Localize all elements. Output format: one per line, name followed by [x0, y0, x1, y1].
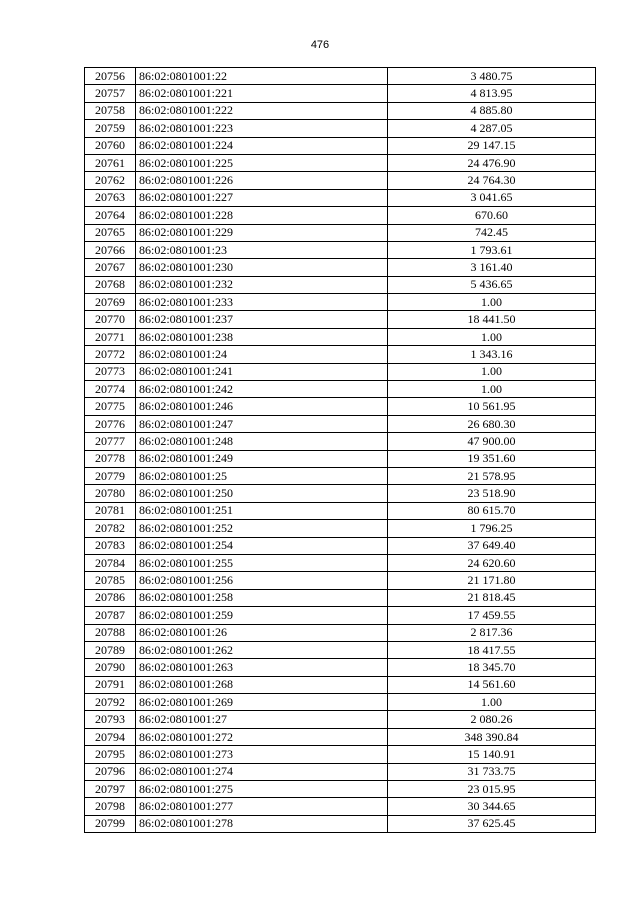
cadastral-number-cell: 86:02:0801001:237 — [136, 311, 388, 328]
cadastral-number-cell: 86:02:0801001:268 — [136, 676, 388, 693]
row-number-cell: 20769 — [85, 294, 136, 311]
cadastral-number-cell: 86:02:0801001:262 — [136, 641, 388, 658]
row-number-cell: 20799 — [85, 815, 136, 832]
cadastral-number-cell: 86:02:0801001:248 — [136, 433, 388, 450]
cadastral-number-cell: 86:02:0801001:252 — [136, 520, 388, 537]
row-number-cell: 20793 — [85, 711, 136, 728]
cadastral-value-cell: 23 015.95 — [388, 781, 596, 798]
table-row — [85, 433, 596, 450]
table-row — [85, 554, 596, 571]
cadastral-value-cell: 2 080.26 — [388, 711, 596, 728]
row-number-cell: 20785 — [85, 572, 136, 589]
row-number-cell: 20763 — [85, 189, 136, 206]
cadastral-value-cell: 670.60 — [388, 207, 596, 224]
cadastral-number-cell: 86:02:0801001:23 — [136, 241, 388, 258]
table-row — [85, 711, 596, 728]
row-number-cell: 20787 — [85, 607, 136, 624]
table-row — [85, 85, 596, 102]
cadastral-number-cell: 86:02:0801001:224 — [136, 137, 388, 154]
cadastral-number-cell: 86:02:0801001:225 — [136, 154, 388, 171]
table-row — [85, 311, 596, 328]
cadastral-value-cell: 1.00 — [388, 294, 596, 311]
row-number-cell: 20794 — [85, 728, 136, 745]
cadastral-value-cell: 5 436.65 — [388, 276, 596, 293]
cadastral-number-cell: 86:02:0801001:273 — [136, 746, 388, 763]
cadastral-value-cell: 15 140.91 — [388, 746, 596, 763]
table-row — [85, 102, 596, 119]
cadastral-number-cell: 86:02:0801001:227 — [136, 189, 388, 206]
table-row — [85, 120, 596, 137]
row-number-cell: 20761 — [85, 154, 136, 171]
cadastral-number-cell: 86:02:0801001:250 — [136, 485, 388, 502]
row-number-cell: 20789 — [85, 641, 136, 658]
row-number-cell: 20776 — [85, 415, 136, 432]
row-number-cell: 20782 — [85, 520, 136, 537]
cadastral-value-cell: 2 817.36 — [388, 624, 596, 641]
table-row — [85, 467, 596, 484]
row-number-cell: 20778 — [85, 450, 136, 467]
row-number-cell: 20784 — [85, 554, 136, 571]
table-row — [85, 815, 596, 832]
table-row — [85, 763, 596, 780]
cadastral-value-cell: 26 680.30 — [388, 415, 596, 432]
cadastral-number-cell: 86:02:0801001:242 — [136, 381, 388, 398]
cadastral-number-cell: 86:02:0801001:22 — [136, 68, 388, 85]
table-row — [85, 189, 596, 206]
row-number-cell: 20759 — [85, 120, 136, 137]
cadastral-value-cell: 17 459.55 — [388, 607, 596, 624]
table-row — [85, 68, 596, 85]
table-row — [85, 624, 596, 641]
cadastral-value-cell: 31 733.75 — [388, 763, 596, 780]
table-row — [85, 294, 596, 311]
row-number-cell: 20771 — [85, 328, 136, 345]
row-number-cell: 20797 — [85, 781, 136, 798]
cadastral-number-cell: 86:02:0801001:256 — [136, 572, 388, 589]
row-number-cell: 20768 — [85, 276, 136, 293]
table-row — [85, 450, 596, 467]
cadastral-number-cell: 86:02:0801001:278 — [136, 815, 388, 832]
table-row — [85, 520, 596, 537]
cadastral-value-cell: 4 885.80 — [388, 102, 596, 119]
row-number-cell: 20792 — [85, 694, 136, 711]
table-row — [85, 328, 596, 345]
row-number-cell: 20764 — [85, 207, 136, 224]
cadastral-value-cell: 24 620.60 — [388, 554, 596, 571]
row-number-cell: 20791 — [85, 676, 136, 693]
cadastral-number-cell: 86:02:0801001:25 — [136, 467, 388, 484]
cadastral-value-cell: 1.00 — [388, 363, 596, 380]
cadastral-value-cell: 37 649.40 — [388, 537, 596, 554]
cadastral-value-cell: 10 561.95 — [388, 398, 596, 415]
table-row — [85, 137, 596, 154]
cadastral-number-cell: 86:02:0801001:221 — [136, 85, 388, 102]
cadastral-number-cell: 86:02:0801001:247 — [136, 415, 388, 432]
cadastral-value-cell: 4 287.05 — [388, 120, 596, 137]
row-number-cell: 20783 — [85, 537, 136, 554]
cadastral-value-cell: 3 161.40 — [388, 259, 596, 276]
row-number-cell: 20774 — [85, 381, 136, 398]
cadastral-value-cell: 24 764.30 — [388, 172, 596, 189]
cadastral-value-cell: 3 480.75 — [388, 68, 596, 85]
table-row — [85, 224, 596, 241]
table-row — [85, 241, 596, 258]
table-row — [85, 276, 596, 293]
table-body — [85, 68, 596, 833]
row-number-cell: 20795 — [85, 746, 136, 763]
table-row — [85, 572, 596, 589]
cadastral-number-cell: 86:02:0801001:230 — [136, 259, 388, 276]
table-row — [85, 398, 596, 415]
row-number-cell: 20758 — [85, 102, 136, 119]
row-number-cell: 20786 — [85, 589, 136, 606]
cadastral-value-cell: 348 390.84 — [388, 728, 596, 745]
cadastral-value-cell: 29 147.15 — [388, 137, 596, 154]
row-number-cell: 20757 — [85, 85, 136, 102]
table-row — [85, 172, 596, 189]
cadastral-number-cell: 86:02:0801001:269 — [136, 694, 388, 711]
table-row — [85, 363, 596, 380]
row-number-cell: 20770 — [85, 311, 136, 328]
row-number-cell: 20756 — [85, 68, 136, 85]
cadastral-value-cell: 1 793.61 — [388, 241, 596, 258]
cadastral-value-cell: 80 615.70 — [388, 502, 596, 519]
cadastral-number-cell: 86:02:0801001:232 — [136, 276, 388, 293]
row-number-cell: 20777 — [85, 433, 136, 450]
cadastral-value-cell: 1.00 — [388, 328, 596, 345]
cadastral-number-cell: 86:02:0801001:258 — [136, 589, 388, 606]
cadastral-value-cell: 21 818.45 — [388, 589, 596, 606]
row-number-cell: 20767 — [85, 259, 136, 276]
table-row — [85, 589, 596, 606]
page-number: 476 — [310, 39, 330, 51]
table-row — [85, 676, 596, 693]
cadastral-number-cell: 86:02:0801001:251 — [136, 502, 388, 519]
cadastral-number-cell: 86:02:0801001:24 — [136, 346, 388, 363]
cadastral-value-cell: 4 813.95 — [388, 85, 596, 102]
cadastral-value-cell: 23 518.90 — [388, 485, 596, 502]
cadastral-value-cell: 37 625.45 — [388, 815, 596, 832]
table-row — [85, 607, 596, 624]
table-row — [85, 259, 596, 276]
cadastral-value-cell: 30 344.65 — [388, 798, 596, 815]
cadastral-number-cell: 86:02:0801001:275 — [136, 781, 388, 798]
cadastral-value-cell: 47 900.00 — [388, 433, 596, 450]
row-number-cell: 20780 — [85, 485, 136, 502]
cadastral-number-cell: 86:02:0801001:222 — [136, 102, 388, 119]
cadastral-value-cell: 1.00 — [388, 694, 596, 711]
row-number-cell: 20765 — [85, 224, 136, 241]
row-number-cell: 20766 — [85, 241, 136, 258]
cadastral-number-cell: 86:02:0801001:255 — [136, 554, 388, 571]
row-number-cell: 20796 — [85, 763, 136, 780]
cadastral-number-cell: 86:02:0801001:229 — [136, 224, 388, 241]
table-row — [85, 798, 596, 815]
cadastral-number-cell: 86:02:0801001:228 — [136, 207, 388, 224]
cadastral-number-cell: 86:02:0801001:241 — [136, 363, 388, 380]
row-number-cell: 20781 — [85, 502, 136, 519]
table-row — [85, 694, 596, 711]
cadastral-number-cell: 86:02:0801001:277 — [136, 798, 388, 815]
row-number-cell: 20798 — [85, 798, 136, 815]
table-row — [85, 154, 596, 171]
table-row — [85, 746, 596, 763]
row-number-cell: 20788 — [85, 624, 136, 641]
cadastral-value-cell: 21 171.80 — [388, 572, 596, 589]
cadastral-number-cell: 86:02:0801001:226 — [136, 172, 388, 189]
row-number-cell: 20773 — [85, 363, 136, 380]
row-number-cell: 20762 — [85, 172, 136, 189]
cadastral-value-cell: 1.00 — [388, 381, 596, 398]
cadastral-number-cell: 86:02:0801001:26 — [136, 624, 388, 641]
table-row — [85, 207, 596, 224]
cadastral-value-cell: 14 561.60 — [388, 676, 596, 693]
cadastral-number-cell: 86:02:0801001:249 — [136, 450, 388, 467]
cadastral-value-cell: 742.45 — [388, 224, 596, 241]
table-row — [85, 415, 596, 432]
cadastral-value-cell: 18 345.70 — [388, 659, 596, 676]
cadastral-number-cell: 86:02:0801001:254 — [136, 537, 388, 554]
cadastral-value-cell: 18 417.55 — [388, 641, 596, 658]
cadastral-number-cell: 86:02:0801001:259 — [136, 607, 388, 624]
cadastral-number-cell: 86:02:0801001:272 — [136, 728, 388, 745]
table-row — [85, 728, 596, 745]
table-row — [85, 346, 596, 363]
cadastral-number-cell: 86:02:0801001:263 — [136, 659, 388, 676]
cadastral-number-cell: 86:02:0801001:233 — [136, 294, 388, 311]
row-number-cell: 20760 — [85, 137, 136, 154]
cadastral-value-cell: 18 441.50 — [388, 311, 596, 328]
table-row — [85, 381, 596, 398]
cadastral-value-cell: 21 578.95 — [388, 467, 596, 484]
cadastral-value-cell: 1 796.25 — [388, 520, 596, 537]
cadastral-value-cell: 19 351.60 — [388, 450, 596, 467]
cadastral-value-cell: 3 041.65 — [388, 189, 596, 206]
cadastral-number-cell: 86:02:0801001:27 — [136, 711, 388, 728]
cadastral-value-table — [84, 67, 596, 833]
table-row — [85, 641, 596, 658]
row-number-cell: 20790 — [85, 659, 136, 676]
cadastral-number-cell: 86:02:0801001:238 — [136, 328, 388, 345]
row-number-cell: 20772 — [85, 346, 136, 363]
row-number-cell: 20779 — [85, 467, 136, 484]
row-number-cell: 20775 — [85, 398, 136, 415]
table-row — [85, 659, 596, 676]
cadastral-number-cell: 86:02:0801001:223 — [136, 120, 388, 137]
cadastral-number-cell: 86:02:0801001:274 — [136, 763, 388, 780]
table-row — [85, 485, 596, 502]
table-row — [85, 502, 596, 519]
cadastral-value-cell: 1 343.16 — [388, 346, 596, 363]
table-row — [85, 781, 596, 798]
cadastral-number-cell: 86:02:0801001:246 — [136, 398, 388, 415]
cadastral-value-cell: 24 476.90 — [388, 154, 596, 171]
table-row — [85, 537, 596, 554]
